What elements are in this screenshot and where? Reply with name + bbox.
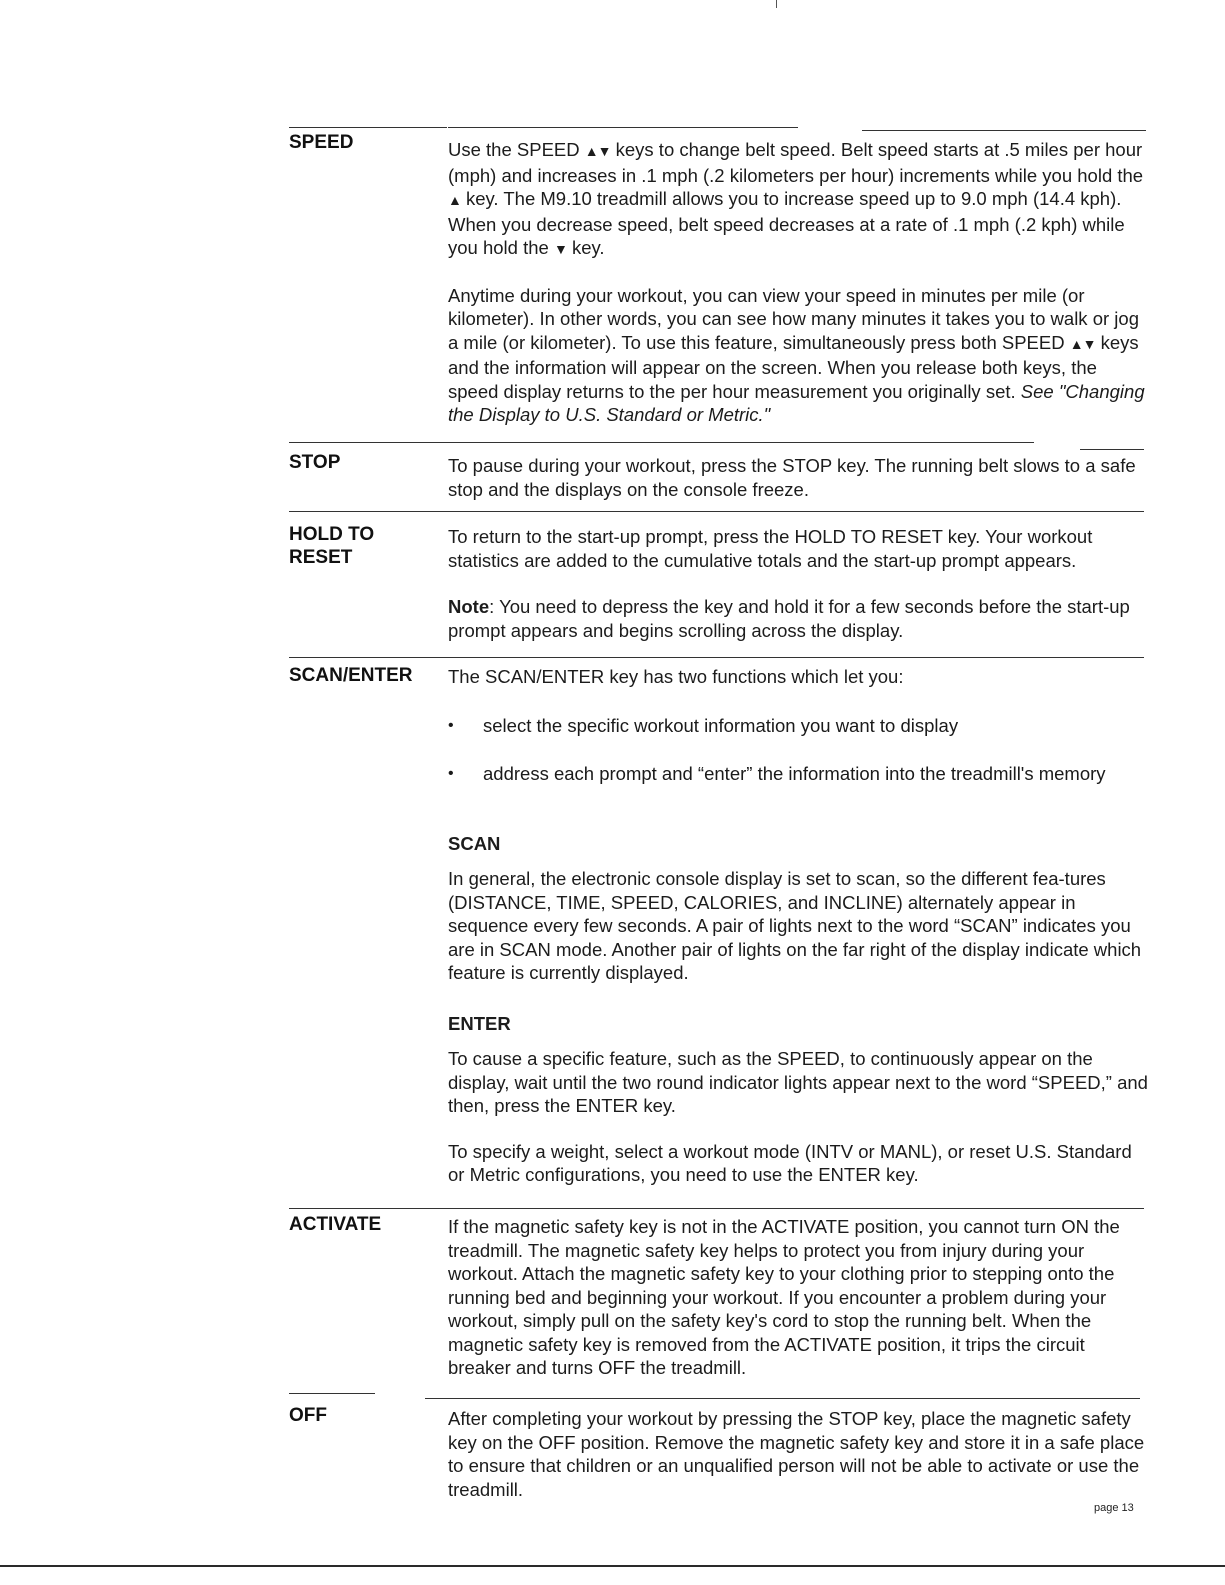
stop-label: STOP (289, 452, 341, 473)
stop-paragraph: To pause during your workout, press the STOP key. The running belt slows to a safe stop and the displays on the console freeze. (448, 455, 1136, 500)
speed-label-rule (289, 127, 447, 128)
hold-description (448, 525, 1148, 642)
enter-heading: ENTER (448, 1013, 511, 1034)
page-number: page 13 (1094, 1502, 1134, 1514)
speed-label: SPEED (289, 132, 354, 153)
off-label: OFF (289, 1405, 327, 1426)
hold-paragraph: To return to the start-up prompt, press the HOLD TO RESET key. Your workout statistics are added to the cumulative totals and the start-up prompt appears. (448, 526, 1093, 571)
hold-rule (289, 511, 1144, 512)
off-body-rule (425, 1398, 1140, 1399)
activate-rule (289, 1208, 1144, 1209)
up-down-arrows-icon: ▲▼ (584, 143, 611, 159)
scan-enter-intro-text: The SCAN/ENTER key has two functions which let you: (448, 666, 904, 687)
off-label-rule (289, 1393, 375, 1394)
enter-section (448, 1012, 1148, 1187)
stop-description (448, 454, 1148, 501)
activate-description (448, 1215, 1148, 1380)
bullet-icon: • (448, 717, 454, 734)
stop-rule-a (289, 442, 1034, 443)
scan-enter-intro (448, 665, 1148, 689)
activate-label: ACTIVATE (289, 1214, 382, 1235)
scan-enter-label: SCAN/ENTER (289, 665, 413, 686)
scan-enter-rule (289, 657, 1144, 658)
off-description (448, 1407, 1148, 1501)
hold-note: Note: You need to depress the key and hold it for a few seconds before the start-up prompt appears and begins scrolling across the display. (448, 596, 1130, 641)
off-paragraph: After completing your workout by pressing the STOP key, place the magnetic safety key on the OFF position. Remove the magnetic safety key and store it in a safe place to ensure that children or an unqualified person will not be able to activate or use the treadmill. (448, 1408, 1145, 1500)
hold-to-reset-label (289, 523, 439, 569)
hold-label-line-1: HOLD TO (289, 524, 375, 545)
activate-paragraph: If the magnetic safety key is not in the ACTIVATE position, you cannot turn ON the treadmill. The magnetic safety key helps to protect you from injury during your workout. Attach the magnetic safety key to your clothing prior to stepping onto the running bed and beginning your workout. If you encounter a problem during your workout, simply pull on the safety key's cord to stop the running belt. When the magnetic safety key is removed from the ACTIVATE position, it trips the circuit breaker and turns OFF the treadmill. (448, 1216, 1120, 1378)
note-label: Note (448, 596, 490, 617)
scan-section (448, 832, 1148, 985)
speed-body-rule-a (448, 127, 798, 128)
enter-paragraph-1: To cause a specific feature, such as the SPEED, to continuously appear on the display, wait until the two round indicator lights appear next to the word “SPEED,” and then, press the ENTER key. (448, 1048, 1148, 1116)
speed-body-rule-b (862, 130, 1146, 131)
hold-label-line-2: RESET (289, 547, 353, 568)
speed-paragraph-1: Use the SPEED ▲▼ keys to change belt speed. Belt speed starts at .5 miles per hour (mph) and increases in .1 mph (.2 kilometers per hour) increments while you hold the ▲ key. The M9.10 treadmill allows you to increase speed up to 9.0 mph (14.4 kph). When you decrease speed, belt speed decreases at a rate of .1 mph (.2 kph) while you hold the ▼ key. (448, 139, 1144, 258)
stop-rule-b (1080, 449, 1144, 450)
bullet-icon: • (448, 765, 454, 782)
speed-description (448, 138, 1148, 427)
up-down-arrows-icon: ▲▼ (1069, 335, 1096, 352)
up-arrow-icon: ▲ (448, 192, 461, 208)
scan-bottom-edge (0, 1565, 1225, 1567)
enter-paragraph-2: To specify a weight, select a workout mode (INTV or MANL), or reset U.S. Standard or Metric configurations, you need to use the ENTER key. (448, 1140, 1132, 1185)
speed-paragraph-2: Anytime during your workout, you can view your speed in minutes per mile (or kilometer). In other words, you can see how many minutes it takes you to walk or jog a mile (or kilometer). To use this feature, simultaneously press both SPEED ▲▼ keys and the information will appear on the screen. When you release both keys, the speed display returns to the per hour measurement you originally set. See "Changing the Display to U.S. Standard or Metric." (448, 284, 1145, 425)
scan-artifact-tick (776, 0, 777, 8)
down-arrow-icon: ▼ (553, 241, 567, 257)
speed-cross-reference: See "Changing the Display to U.S. Standard or Metric." (448, 380, 1145, 425)
manual-page: SPEED Use the SPEED ▲▼ keys to change belt speed. Belt speed starts at .5 miles per hour (mph) and increases in .1 mph (.2 kilometers per hour) increments while you hold the ▲ key. The M9.10 treadmill allows you to increase speed up to 9.0 mph (14.4 kph). When you decrease speed, belt speed decreases at a rate of .1 mph (.2 kph) while you hold the ▼ key. Anytime during your workout, you can view your speed in minutes per mile (or kilometer). In other words, you can see how many minutes it takes you to walk or jog a mile (or kilometer). To use this feature, simultaneously press both SPEED ▲▼ keys and the information will appear on the screen. When you release both keys, the speed display returns to the per hour measurement you originally set. See "Changing the Display to U.S. Standard or Metric." STOP To pause during your workout, press the STOP key. The running belt slows to a safe stop and the displays on the console freeze. HOLD TO RESET To return to the start-up prompt, press the HOLD TO RESET key. Your workout statistics are added to the cumulative totals and the start-up prompt appears. Note: You need to depress the key and hold it for a few seconds before the start-up prompt appears and begins scrolling across the display. SCAN/ENTER The SCAN/ENTER key has two functions which let you: • select the specific workout information you want to display • address each prompt and “enter” the information into the treadmill's memory SCAN In general, the electronic console display is set to scan, so the different fea-tures (DISTANCE, TIME, SPEED, CALORIES, and INCLINE) alternately appear in sequence every few seconds. A pair of lights next to the word “SCAN” indicates you are in SCAN mode. Another pair of lights on the far right of the display indicate which feature is currently displayed. ENTER To cause a specific feature, such as the SPEED, to continuously appear on the display, wait until the two round indicator lights appear next to the word “SPEED,” and then, press the ENTER key. To specify a weight, select a workout mode (INTV or MANL), or reset U.S. Standard or Metric configurations, you need to use the ENTER key. ACTIVATE If the magnetic safety key is not in the ACTIVATE position, you cannot turn ON the treadmill. The magnetic safety key helps to protect you from injury during your workout. Attach the magnetic safety key to your clothing prior to stepping onto the running bed and beginning your workout. If you encounter a problem during your workout, simply pull on the safety key's cord to stop the running belt. When the magnetic safety key is removed from the ACTIVATE position, it trips the circuit breaker and turns OFF the treadmill. OFF After completing your workout by pressing the STOP key, place the magnetic safety key on the OFF position. Remove the magnetic safety key and store it in a safe place to ensure that children or an unqualified person will not be able to activate or use the treadmill. page 13 (0, 0, 1225, 1585)
scan-paragraph: In general, the electronic console display is set to scan, so the different fea-tures (DISTANCE, TIME, SPEED, CALORIES, and INCLINE) alternately appear in sequence every few seconds. A pair of lights next to the word “SCAN” indicates you are in SCAN mode. Another pair of lights on the far right of the display indicate which feature is currently displayed. (448, 868, 1142, 983)
scan-heading: SCAN (448, 833, 501, 854)
